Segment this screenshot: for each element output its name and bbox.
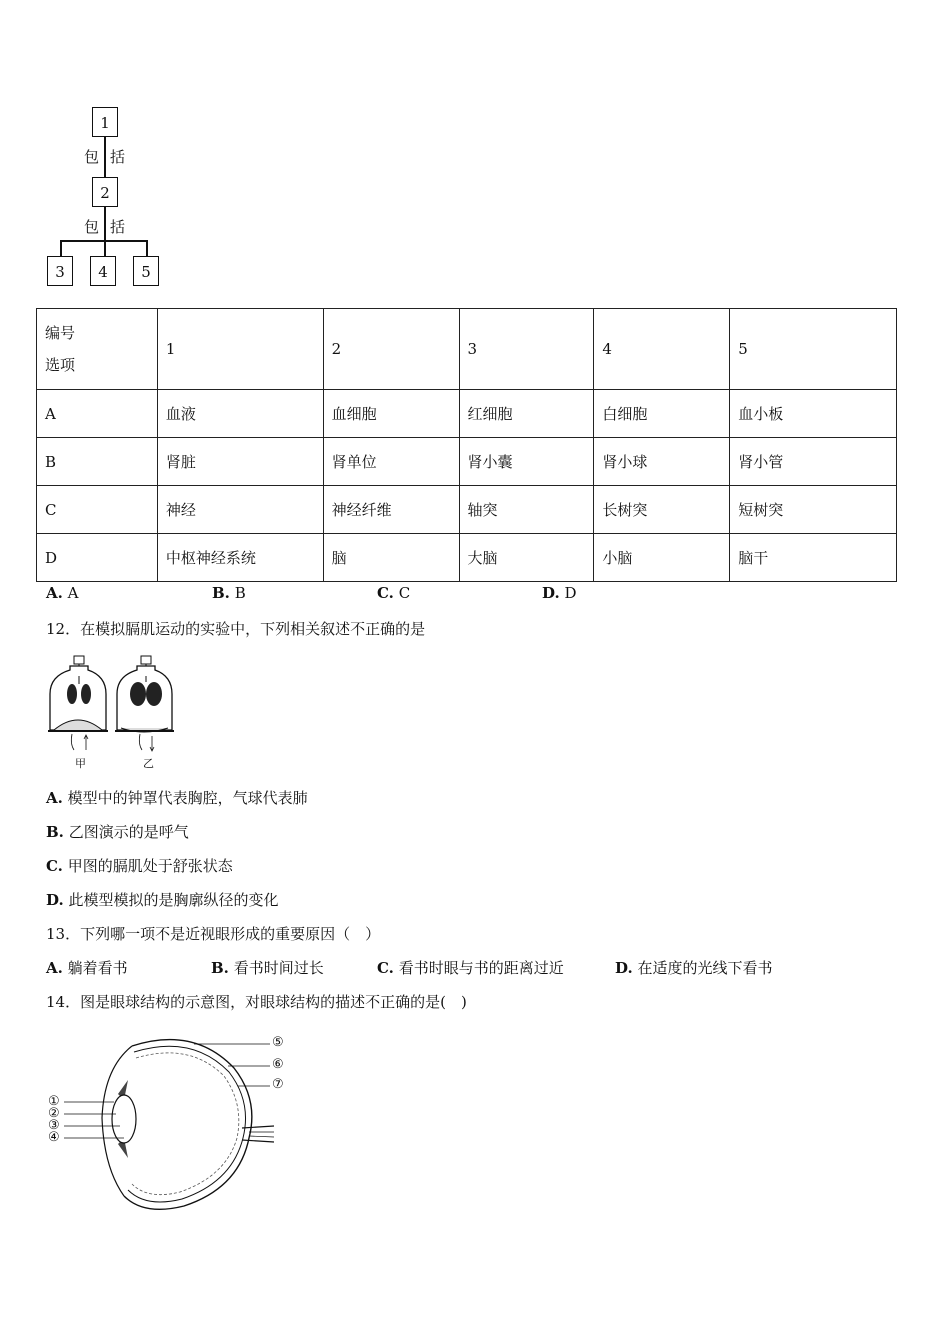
tree-connector — [104, 240, 106, 256]
row-key: D — [37, 534, 158, 582]
option-letter: A. — [46, 789, 63, 807]
table-cell: 神经纤维 — [323, 486, 459, 534]
option-letter: C. — [46, 857, 63, 875]
bell-jar-illustration — [44, 654, 174, 754]
table-header-row — [37, 309, 897, 390]
header-col: 4 — [594, 309, 730, 390]
tree-link-label: 括 — [110, 148, 126, 166]
q13-option-a[interactable] — [46, 957, 128, 978]
option-letter: B. — [212, 584, 230, 602]
tree-node-4: 4 — [90, 256, 116, 286]
option-letter: A. — [46, 584, 63, 602]
option-text: D — [564, 584, 577, 602]
tree-connector — [104, 207, 106, 241]
q11-option-c[interactable] — [377, 584, 410, 602]
q12-stem: 12．在模拟膈肌运动的实验中，下列相关叙述不正确的是 — [46, 620, 426, 638]
table-cell: 小脑 — [594, 534, 730, 582]
table-cell: 肾脏 — [157, 438, 323, 486]
option-text: 躺着看书 — [67, 959, 128, 977]
table-cell: 神经 — [157, 486, 323, 534]
table-cell: 红细胞 — [459, 390, 594, 438]
option-text: 此模型模拟的是胸廓纵径的变化 — [68, 891, 279, 909]
q11-option-a[interactable] — [46, 584, 79, 602]
option-letter: B. — [211, 959, 229, 977]
table-cell: 轴突 — [459, 486, 594, 534]
q13-stem: 13．下列哪一项不是近视眼形成的重要原因（ ） — [46, 925, 381, 943]
table-cell: 肾小管 — [730, 438, 897, 486]
q12-option-d[interactable] — [46, 889, 279, 910]
bell-jar-figure — [44, 654, 174, 772]
eye-label-4: ④ — [48, 1130, 60, 1145]
tree-connector — [104, 137, 106, 177]
eye-label-5: ⑤ — [272, 1035, 284, 1050]
row-key: C — [37, 486, 158, 534]
q13-option-d[interactable] — [615, 957, 773, 978]
tree-node-2: 2 — [92, 177, 118, 207]
q11-option-d[interactable] — [542, 584, 577, 602]
eye-label-3: ③ — [48, 1118, 60, 1133]
tree-link-label: 包 — [84, 218, 100, 236]
q12-option-a[interactable] — [46, 787, 308, 808]
eye-label-7: ⑦ — [272, 1077, 284, 1092]
bell-jar-jia — [48, 656, 108, 750]
header-label-bottom: 选项 — [45, 356, 76, 374]
tree-node-5: 5 — [133, 256, 159, 286]
option-text: 看书时间过长 — [233, 959, 324, 977]
option-text: A — [67, 584, 79, 602]
eyeball-illustration — [44, 1028, 294, 1216]
table-row — [37, 390, 897, 438]
table-cell: 脑干 — [730, 534, 897, 582]
eyeball-diagram — [44, 1028, 294, 1216]
header-col: 2 — [323, 309, 459, 390]
row-key: A — [37, 390, 158, 438]
q13-option-b[interactable] — [211, 957, 324, 978]
option-text: B — [234, 584, 246, 602]
table-cell: 血细胞 — [323, 390, 459, 438]
option-text: C — [398, 584, 411, 602]
option-letter: D. — [615, 959, 633, 977]
tree-link-label: 括 — [110, 218, 126, 236]
header-label-top: 编号 — [45, 324, 76, 342]
table-row — [37, 438, 897, 486]
table-cell: 中枢神经系统 — [157, 534, 323, 582]
row-key: B — [37, 438, 158, 486]
table-cell: 长树突 — [594, 486, 730, 534]
options-table — [36, 308, 897, 582]
bell-jar-yi — [115, 656, 174, 751]
option-letter: B. — [46, 823, 64, 841]
q12-option-b[interactable] — [46, 821, 189, 842]
q11-option-b[interactable] — [212, 584, 246, 602]
option-text: 看书时眼与书的距离过近 — [398, 959, 564, 977]
tree-node-3: 3 — [47, 256, 73, 286]
table-row — [37, 534, 897, 582]
option-text: 乙图演示的是呼气 — [68, 823, 189, 841]
header-col: 1 — [157, 309, 323, 390]
table-cell: 大脑 — [459, 534, 594, 582]
q13-option-c[interactable] — [377, 957, 564, 978]
option-letter: D. — [46, 891, 64, 909]
table-cell: 肾单位 — [323, 438, 459, 486]
header-col: 3 — [459, 309, 594, 390]
eye-label-2: ② — [48, 1106, 60, 1121]
table-cell: 肾小囊 — [459, 438, 594, 486]
option-text: 模型中的钟罩代表胸腔，气球代表肺 — [67, 789, 308, 807]
header-label-cell — [37, 309, 158, 390]
tree-link-label: 包 — [84, 148, 100, 166]
tree-node-1: 1 — [92, 107, 118, 137]
option-letter: C. — [377, 959, 394, 977]
option-text: 甲图的膈肌处于舒张状态 — [67, 857, 233, 875]
option-text: 在适度的光线下看书 — [637, 959, 773, 977]
table-row — [37, 486, 897, 534]
figure-label-yi: 乙 — [143, 757, 154, 770]
eye-label-1: ① — [48, 1094, 60, 1109]
figure-label-jia: 甲 — [75, 757, 86, 770]
option-letter: C. — [377, 584, 394, 602]
table-cell: 短树突 — [730, 486, 897, 534]
tree-connector — [146, 240, 148, 256]
table-cell: 白细胞 — [594, 390, 730, 438]
q12-option-c[interactable] — [46, 855, 233, 876]
q14-stem: 14．图是眼球结构的示意图，对眼球结构的描述不正确的是( ) — [46, 993, 467, 1011]
eye-label-6: ⑥ — [272, 1057, 284, 1072]
table-cell: 血液 — [157, 390, 323, 438]
table-cell: 血小板 — [730, 390, 897, 438]
option-letter: A. — [46, 959, 63, 977]
header-col: 5 — [730, 309, 897, 390]
option-letter: D. — [542, 584, 560, 602]
tree-connector — [60, 240, 62, 256]
table-cell: 脑 — [323, 534, 459, 582]
table-cell: 肾小球 — [594, 438, 730, 486]
